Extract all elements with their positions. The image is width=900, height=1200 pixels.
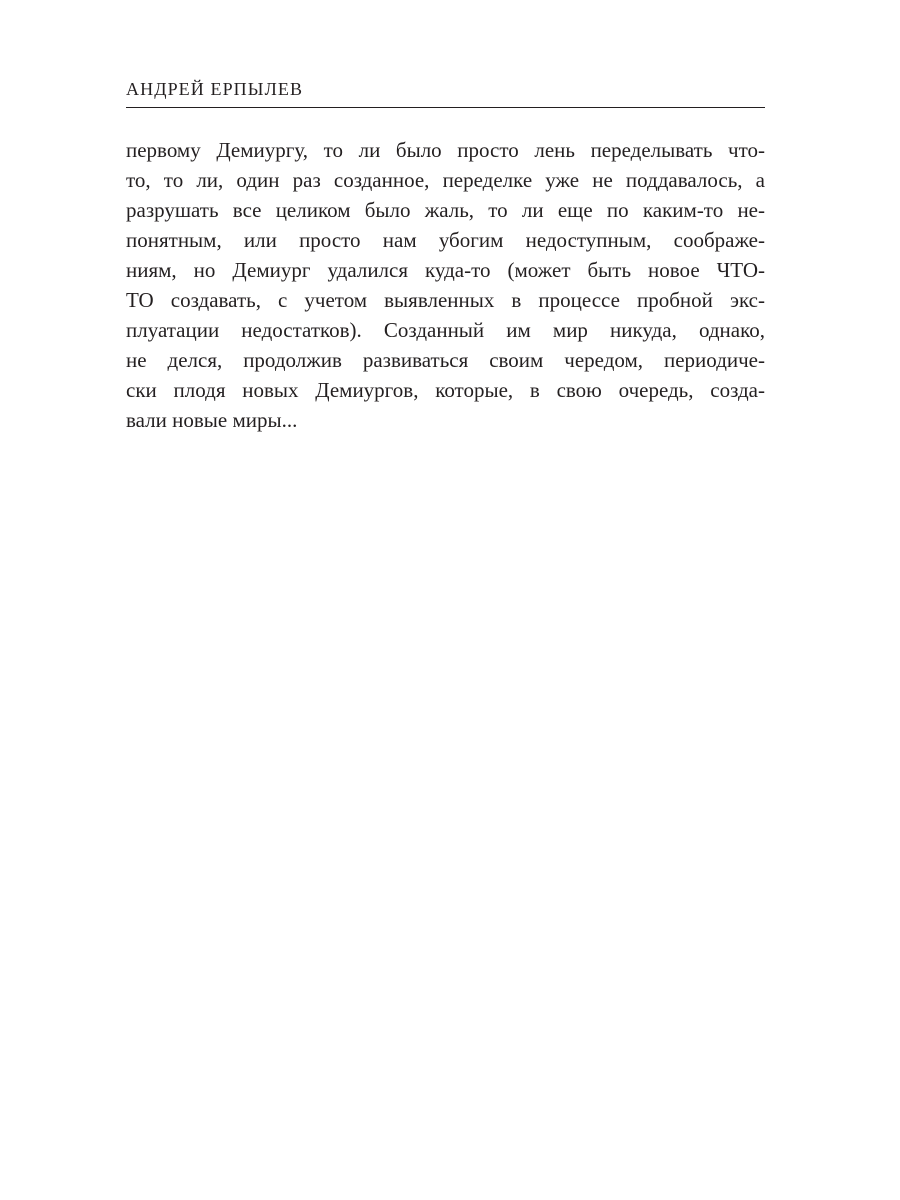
text-line: плуатации недостатков). Созданный им мир никуда, однако, [126,318,765,342]
header-rule [126,107,765,108]
running-head: АНДРЕЙ ЕРПЫЛЕВ [126,79,304,99]
text-line: ски плодя новых Демиургов, которые, в свою очередь, созда- [126,378,765,402]
text-line: первому Демиургу, то ли было просто лень переделывать что- [126,138,765,162]
body-paragraph [126,135,765,435]
text-line: не делся, продолжив развиваться своим чередом, периодиче- [126,348,765,372]
text-line: ТО создавать, с учетом выявленных в процессе пробной экс- [126,288,765,312]
text-line: разрушать все целиком было жаль, то ли еще по каким-то не- [126,198,765,222]
text-line: ниям, но Демиург удалился куда-то (может быть новое ЧТО- [126,258,765,282]
text-line: вали новые миры... [126,408,298,432]
text-line: понятным, или просто нам убогим недоступным, соображе- [126,228,765,252]
text-line: то, то ли, один раз созданное, переделке уже не поддавалось, а [126,168,765,192]
